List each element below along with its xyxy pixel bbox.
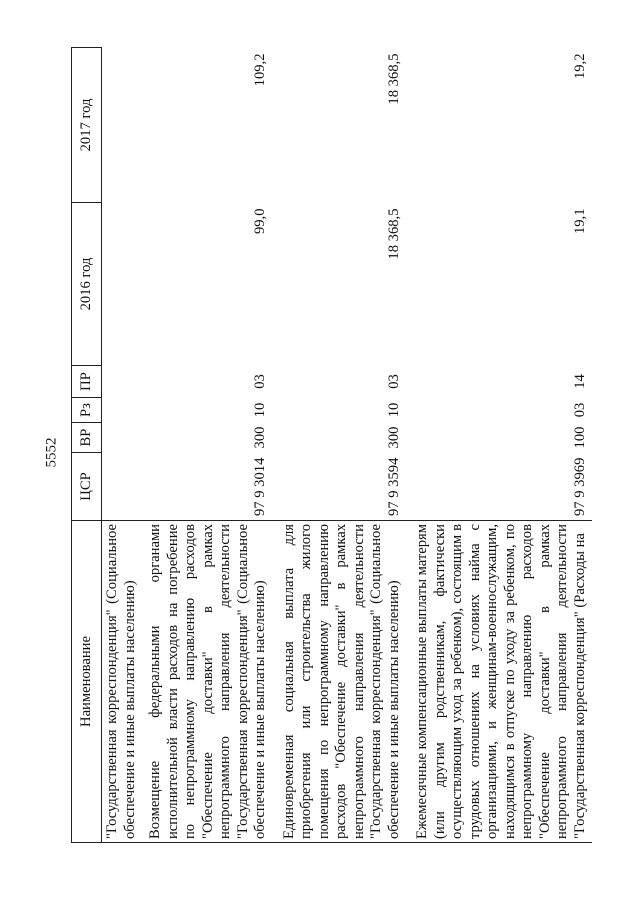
row-name: Ежемесячные компенсационные выплаты матерям (или другим родственникам, фактически осуществляющим уход за ребенком), состоящим в трудовых отношениях на условиях найма с организациями, и женщинам-военнослужащим, находящимся в отпуске по уходу за ребенком, по непрограммному направлению расходов "Обеспечение доставки" в рамках непрограммного направления деятельности "Государственная корреспонденция" (Расходы на (406, 521, 592, 843)
row-2017: 109,2 (252, 53, 268, 87)
budget-table (71, 47, 592, 843)
row-name: "Государственная корреспонденция" (Социальное обеспечение и иные выплаты населению) (102, 521, 146, 843)
row-2017 (102, 48, 146, 203)
header-2017: 2017 год (72, 48, 102, 203)
row-csr (102, 453, 146, 521)
row-name: Возмещение федеральными органами исполнительной власти расходов на погребение по непрограммному направлению расходов "Обеспечение доставки" в рамках непрограммного направления деятельности "Государственная корреспонденция" (Социальное обеспечение и иные выплаты населению) (145, 521, 273, 843)
header-pr: ПР (72, 366, 102, 398)
header-rz: Рз (72, 398, 102, 423)
header-2016: 2016 год (72, 203, 102, 366)
row-2016: 18 368,5 (385, 208, 402, 260)
row-2016: 99,0 (252, 208, 268, 235)
table-row (406, 48, 592, 843)
row-2016: 19,1 (571, 208, 588, 235)
header-vr: ВР (72, 423, 102, 453)
row-pr: 14 (571, 374, 588, 389)
row-csr: 97 9 3594 (385, 457, 402, 516)
row-2017: 19,2 (571, 53, 588, 80)
row-pr: 03 (252, 374, 268, 389)
table-header-row (72, 48, 102, 843)
rotated-page-content (71, 48, 591, 843)
row-csr: 97 9 3969 (571, 457, 588, 516)
header-name: Наименование (72, 521, 102, 843)
table-row (145, 48, 273, 843)
row-2017: 18 368,5 (385, 53, 402, 105)
row-vr: 300 (385, 426, 402, 449)
row-vr: 100 (571, 426, 588, 449)
row-pr: 03 (385, 374, 402, 389)
row-rz: 10 (252, 402, 268, 418)
row-vr: 300 (252, 426, 268, 449)
table-row (102, 48, 146, 843)
row-rz (102, 398, 146, 423)
row-name: Единовременная социальная выплата для приобретения или строительства жилого помещения по непрограммному направлению расходов "Обеспечение доставки" в рамках непрограммного направления деятельности "Государственная корреспонденция" (Социальное обеспечение и иные выплаты населению) (273, 521, 407, 843)
row-vr (102, 423, 146, 453)
row-pr (102, 366, 146, 398)
table-row (273, 48, 407, 843)
header-csr: ЦСР (72, 453, 102, 521)
row-rz: 03 (571, 402, 588, 418)
page-number (39, 431, 65, 473)
page-number-text: 5552 (43, 437, 60, 467)
row-csr: 97 9 3014 (252, 457, 268, 516)
row-rz: 10 (385, 402, 402, 418)
row-2016 (102, 203, 146, 366)
